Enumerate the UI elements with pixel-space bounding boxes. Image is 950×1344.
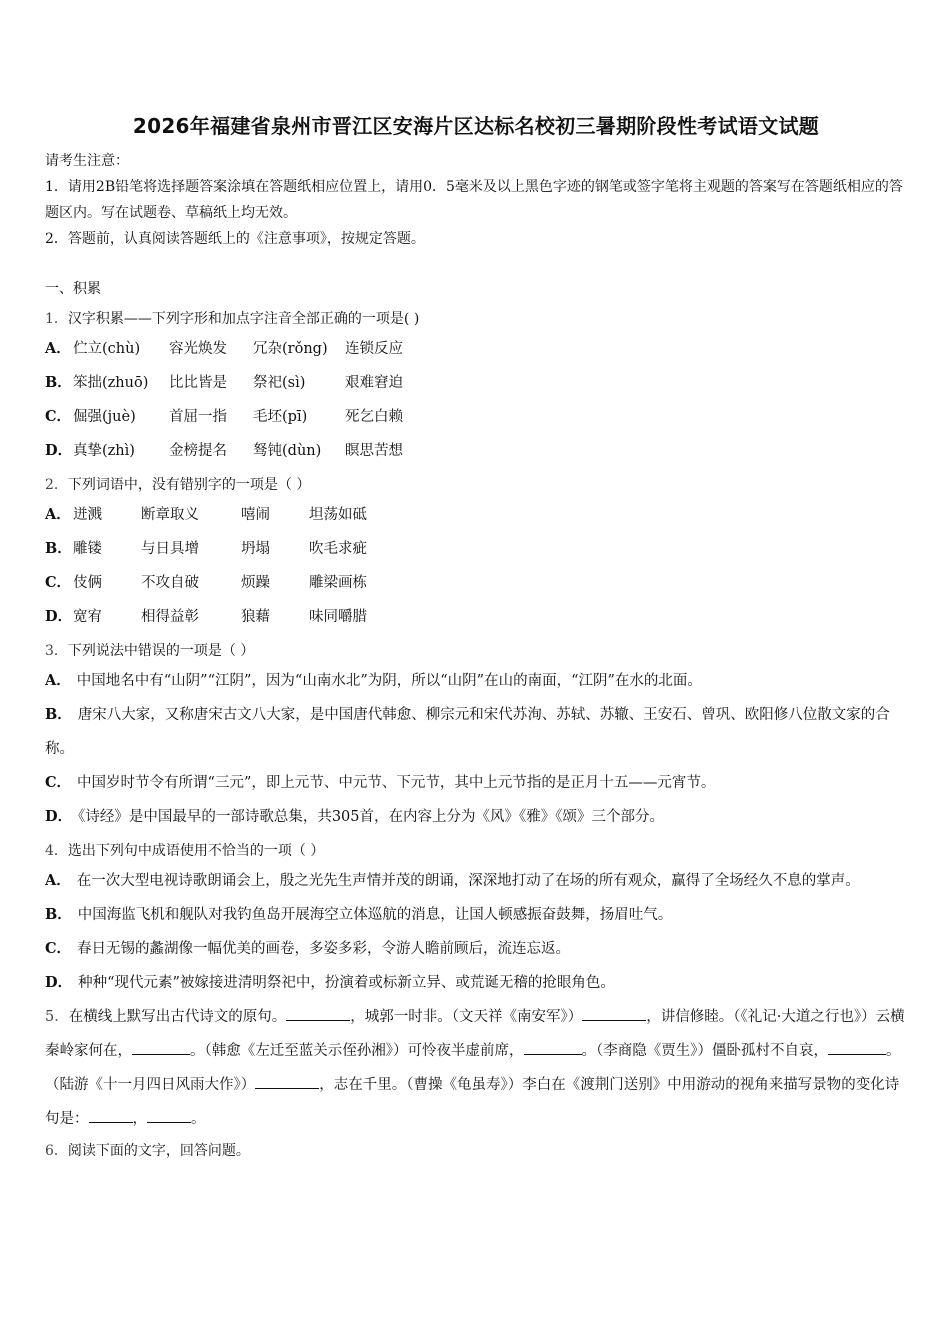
question-2 bbox=[45, 472, 907, 634]
option-text: 中国岁时节令有所谓“三元”，即上元节、中元节、下元节，其中上元节指的是正月十五——元宵节。 bbox=[77, 775, 716, 791]
question-number: 5． bbox=[45, 1009, 69, 1025]
answer-blank[interactable] bbox=[582, 1004, 646, 1021]
question-3 bbox=[45, 638, 907, 834]
option-word: 宽宥 bbox=[73, 609, 102, 625]
question-text: 下列词语中，没有错别字的一项是（ ） bbox=[67, 477, 311, 493]
option-word: 雕梁画栋 bbox=[309, 575, 367, 591]
question-text: 。（陆游《十一月四日风雨大作》） bbox=[45, 1043, 901, 1093]
question-6 bbox=[45, 1138, 907, 1164]
option-word: 瞑思苦想 bbox=[345, 443, 403, 459]
option-letter: B． bbox=[45, 374, 72, 391]
option-word: 相得益彰 bbox=[141, 609, 199, 625]
option-a bbox=[45, 864, 907, 898]
option-word: 艰难窘迫 bbox=[345, 375, 403, 391]
option-word: 坍塌 bbox=[241, 541, 270, 557]
question-number: 4． bbox=[45, 843, 68, 859]
question-5 bbox=[45, 1000, 907, 1136]
option-word: 烦躁 bbox=[241, 575, 270, 591]
question-text: 。（韩愈《左迁至蓝关示侄孙湘》）可怜夜半虚前席， bbox=[190, 1043, 524, 1059]
option-word: 金榜提名 bbox=[169, 443, 227, 459]
option-d bbox=[45, 966, 907, 1000]
option-letter: A． bbox=[45, 672, 71, 689]
page-title: 2026年福建省泉州市晋江区安海片区达标名校初三暑期阶段性考试语文试题 bbox=[132, 114, 820, 138]
section-heading: 一、积累 bbox=[45, 281, 101, 297]
option-text: 中国海监飞机和舰队对我钓鱼岛开展海空立体巡航的消息，让国人顿感振奋鼓舞，扬眉吐气。 bbox=[77, 907, 673, 923]
answer-blank[interactable] bbox=[255, 1072, 319, 1089]
option-text: 春日无锡的蠡湖像一幅优美的画卷，多姿多彩，令游人瞻前顾后，流连忘返。 bbox=[77, 941, 571, 957]
question-text: 选出下列句中成语使用不恰当的一项（ ） bbox=[67, 843, 325, 859]
option-word: 坦荡如砥 bbox=[309, 507, 367, 523]
option-b bbox=[45, 698, 907, 766]
option-b bbox=[45, 366, 907, 400]
question-number: 6． bbox=[45, 1143, 68, 1159]
option-word: 驽钝(dùn) bbox=[253, 443, 322, 459]
question-text: 。（李商隐《贾生》）僵卧孤村不自哀， bbox=[581, 1043, 828, 1059]
notice-heading: 请考生注意： bbox=[45, 153, 129, 169]
option-a bbox=[45, 332, 907, 366]
option-word: 比比皆是 bbox=[169, 375, 227, 391]
option-letter: B． bbox=[45, 906, 72, 923]
option-letter: D． bbox=[45, 974, 73, 991]
option-d bbox=[45, 434, 907, 468]
option-word: 死乞白赖 bbox=[345, 409, 403, 425]
option-word: 祭祀(sì) bbox=[253, 375, 306, 391]
option-word: 味同嚼腊 bbox=[309, 609, 367, 625]
question-text: 汉字积累——下列字形和加点字注音全部正确的一项是( ) bbox=[67, 311, 420, 327]
option-letter: A． bbox=[45, 506, 71, 523]
option-word: 断章取义 bbox=[141, 507, 199, 523]
option-text: 《诗经》是中国最早的一部诗歌总集，共305首，在内容上分为《风》《雅》《颂》三个部分。 bbox=[78, 809, 665, 825]
option-d bbox=[45, 800, 907, 834]
option-word: 与日具增 bbox=[141, 541, 199, 557]
exam-page bbox=[45, 112, 907, 1164]
option-word: 连锁反应 bbox=[345, 341, 403, 357]
question-4 bbox=[45, 838, 907, 1000]
question-1 bbox=[45, 306, 907, 468]
option-c bbox=[45, 766, 907, 800]
answer-blank[interactable] bbox=[524, 1038, 582, 1055]
question-stem bbox=[45, 838, 907, 864]
option-text: 种种“现代元素”被嫁接进清明祭祀中，扮演着或标新立异、或荒诞无稽的抢眼角色。 bbox=[78, 975, 615, 991]
option-word: 雕镂 bbox=[73, 541, 102, 557]
option-letter: C． bbox=[45, 940, 72, 957]
option-word: 迸溅 bbox=[73, 507, 102, 523]
answer-blank[interactable] bbox=[828, 1038, 886, 1055]
option-letter: A． bbox=[45, 340, 71, 357]
option-word: 伫立(chù) bbox=[73, 341, 141, 357]
question-number: 2． bbox=[45, 477, 68, 493]
question-text: 阅读下面的文字，回答问题。 bbox=[67, 1143, 250, 1159]
answer-blank[interactable] bbox=[89, 1106, 133, 1123]
option-c bbox=[45, 400, 907, 434]
option-letter: D． bbox=[45, 808, 73, 825]
option-word: 不攻自破 bbox=[141, 575, 199, 591]
notice-block bbox=[45, 148, 907, 252]
notice-item-2: 2．答题前，认真阅读答题纸上的《注意事项》，按规定答题。 bbox=[45, 231, 425, 247]
option-a bbox=[45, 498, 907, 532]
option-word: 首屈一指 bbox=[169, 409, 227, 425]
option-word: 伎俩 bbox=[73, 575, 102, 591]
question-text: 。 bbox=[191, 1111, 206, 1127]
question-text: ，讲信修睦。（《礼记·大道之行也》）云横秦岭家何在， bbox=[45, 1009, 905, 1059]
option-word: 吹毛求疵 bbox=[309, 541, 367, 557]
option-letter: B． bbox=[45, 706, 72, 723]
answer-blank[interactable] bbox=[286, 1004, 350, 1021]
option-word: 容光焕发 bbox=[169, 341, 227, 357]
question-text: ，城郭一时非。（文天祥《南安军》） bbox=[350, 1009, 583, 1025]
option-text: 在一次大型电视诗歌朗诵会上，殷之光先生声情并茂的朗诵，深深地打动了在场的所有观众，赢得了全场经久不息的掌声。 bbox=[76, 873, 860, 889]
question-number: 1． bbox=[45, 311, 68, 327]
option-word: 冗杂(rǒng) bbox=[253, 341, 328, 357]
question-text: ， bbox=[132, 1111, 147, 1127]
question-text: 在横线上默写出古代诗文的原句。 bbox=[68, 1009, 287, 1025]
question-text: 下列说法中错误的一项是（ ） bbox=[67, 643, 255, 659]
option-word: 嘻闹 bbox=[241, 507, 270, 523]
option-letter: D． bbox=[45, 608, 73, 625]
option-text: 唐宋八大家，又称唐宋古文八大家，是中国唐代韩愈、柳宗元和宋代苏洵、苏轼、苏辙、王安石、曾巩、欧阳修八位散文家的合称。 bbox=[45, 707, 890, 757]
option-b bbox=[45, 532, 907, 566]
option-c bbox=[45, 566, 907, 600]
option-word: 倔强(juè) bbox=[73, 409, 136, 425]
option-letter: C． bbox=[45, 408, 72, 425]
option-c bbox=[45, 932, 907, 966]
notice-item-1: 1．请用2B铅笔将选择题答案涂填在答题纸相应位置上，请用0．5毫米及以上黑色字迹的钢笔或签字笔将主观题的答案写在答题纸相应的答题区内。写在试题卷、草稿纸上均无效。 bbox=[45, 179, 903, 221]
question-stem bbox=[45, 472, 907, 498]
option-word: 笨拙(zhuō) bbox=[73, 375, 149, 391]
option-text: 中国地名中有“山阴”“江阴”，因为“山南水北”为阴，所以“山阴”在山的南面，“江阴”在水的北面。 bbox=[76, 673, 702, 689]
answer-blank[interactable] bbox=[132, 1038, 190, 1055]
option-letter: C． bbox=[45, 774, 72, 791]
question-number: 3． bbox=[45, 643, 68, 659]
question-stem bbox=[45, 306, 907, 332]
question-text: ，志在千里。（曹操《龟虽寿》）李白在《渡荆门送别》中用游动的视角来描写景物的变化诗句是： bbox=[45, 1077, 900, 1127]
question-stem bbox=[45, 638, 907, 664]
option-letter: B． bbox=[45, 540, 72, 557]
option-letter: D． bbox=[45, 442, 73, 459]
option-letter: C． bbox=[45, 574, 72, 591]
option-word: 狼藉 bbox=[241, 609, 270, 625]
option-letter: A． bbox=[45, 872, 71, 889]
option-word: 真挚(zhì) bbox=[73, 443, 135, 459]
option-b bbox=[45, 898, 907, 932]
answer-blank[interactable] bbox=[147, 1106, 191, 1123]
option-word: 毛坯(pī) bbox=[253, 409, 308, 425]
option-a bbox=[45, 664, 907, 698]
option-d bbox=[45, 600, 907, 634]
